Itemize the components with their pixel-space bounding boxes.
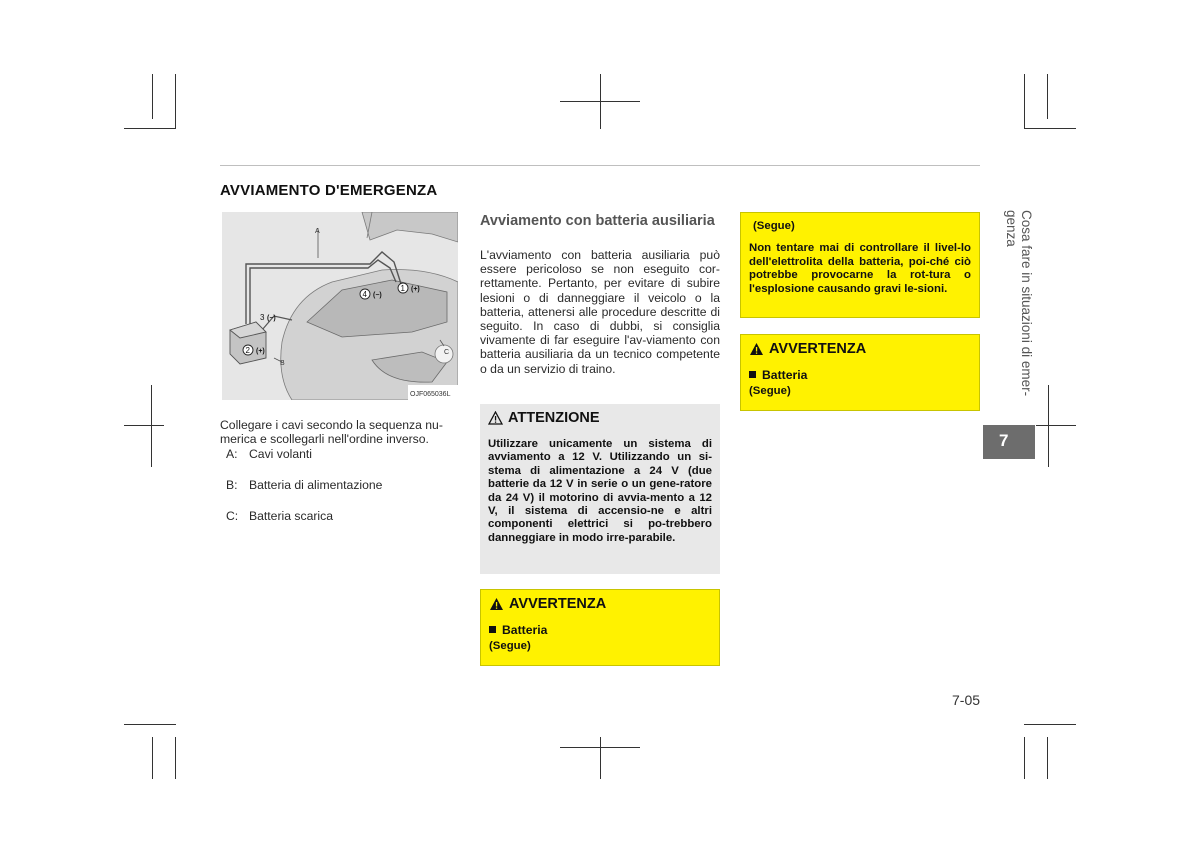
warning-title: AVVERTENZA bbox=[509, 596, 607, 612]
crop-mark bbox=[1024, 128, 1076, 129]
warning-title: AVVERTENZA bbox=[769, 341, 867, 357]
warning-box bbox=[740, 334, 980, 411]
continued-box bbox=[740, 212, 980, 318]
figure-number-1: 1 bbox=[400, 284, 405, 293]
jump-start-figure bbox=[222, 212, 458, 400]
legend-item bbox=[226, 509, 333, 523]
figure-number-2: 2 bbox=[245, 346, 250, 355]
header-rule bbox=[220, 165, 980, 166]
figure-label-c: C bbox=[444, 349, 450, 356]
figure-sign-2: (+) bbox=[256, 348, 265, 355]
warning-item bbox=[749, 369, 971, 382]
warning-triangle-icon bbox=[489, 597, 504, 611]
crop-mark bbox=[600, 737, 601, 779]
chapter-number-badge bbox=[983, 425, 1035, 459]
continued-text: Non tentare mai di controllare il livel-lo dell'elettrolita della batteria, poi-ché ciò potrebbe provocarne la rot-tura o l'esplosione causando gravi le-sioni. bbox=[749, 242, 971, 295]
crop-mark bbox=[1047, 74, 1048, 119]
legend-item bbox=[226, 478, 382, 492]
chapter-number: 7 bbox=[999, 431, 1009, 450]
legend-text: Cavi volanti bbox=[249, 447, 312, 461]
figure-sign-1: (+) bbox=[411, 286, 420, 293]
figure-code: OJF065036L bbox=[410, 391, 451, 398]
crop-mark bbox=[124, 128, 176, 129]
legend-key: C: bbox=[226, 509, 239, 523]
warning-heading bbox=[489, 596, 711, 612]
legend-key: A: bbox=[226, 447, 238, 461]
warning-item bbox=[489, 624, 711, 637]
crop-mark bbox=[151, 385, 152, 467]
figure-number-4: 4 bbox=[362, 290, 367, 299]
crop-mark bbox=[1024, 737, 1025, 779]
warning-continued: (Segue) bbox=[749, 385, 791, 398]
crop-mark bbox=[1036, 425, 1076, 426]
legend-item bbox=[226, 447, 312, 461]
crop-mark bbox=[175, 74, 176, 129]
legend-text: Batteria di alimentazione bbox=[249, 478, 383, 492]
crop-mark bbox=[1047, 737, 1048, 779]
page-number: 7-05 bbox=[952, 692, 981, 708]
crop-mark bbox=[1048, 385, 1049, 467]
crop-mark bbox=[152, 74, 153, 119]
figure-number-3: 3 bbox=[260, 313, 265, 322]
attention-heading bbox=[488, 410, 712, 426]
body-text: L'avviamento con batteria ausiliaria può essere pericoloso se non eseguito cor-rettamente. Pertanto, per evitare di subire lesioni o di danneggiare il veicolo o la batteria, attenersi alle procedure descritte di seguito. In caso di dubbi, si consiglia vivamente di far eseguire l'av-viamento con batteria ausiliaria da un tecnico competente o da un servizio di traino. bbox=[480, 248, 720, 376]
figure-label-a: A bbox=[315, 228, 320, 235]
legend-key: B: bbox=[226, 478, 238, 492]
warning-item-label: Batteria bbox=[502, 623, 548, 637]
figure-caption: Collegare i cavi secondo la sequenza nu-merica e scollegarli nell'ordine inverso. bbox=[220, 418, 443, 447]
warning-box bbox=[480, 589, 720, 666]
chapter-side-tab: Cosa fare in situazioni di emer-genza bbox=[1004, 210, 1034, 397]
warning-item-label: Batteria bbox=[762, 368, 808, 382]
square-bullet-icon bbox=[489, 626, 496, 633]
section-title: AVVIAMENTO D'EMERGENZA bbox=[220, 182, 438, 199]
attention-text: Utilizzare unicamente un sistema di avviamento a 12 V. Utilizzando un si-stema di alimentazione a 24 V (due batterie da 12 V in serie o un gene-ratore da 24 V) il motorino di avvia-mento a 12 V, il sistema di accensio-ne e altri componenti elettrici si po-trebbero danneggiare in modo irre-parabile. bbox=[488, 438, 712, 544]
square-bullet-icon bbox=[749, 371, 756, 378]
crop-mark bbox=[124, 724, 176, 725]
figure-sign-4: (−) bbox=[373, 292, 382, 299]
crop-mark bbox=[152, 737, 153, 779]
continued-header: (Segue) bbox=[753, 220, 795, 232]
attention-title: ATTENZIONE bbox=[508, 410, 600, 426]
warning-triangle-icon bbox=[488, 411, 503, 425]
crop-mark bbox=[175, 737, 176, 779]
warning-continued: (Segue) bbox=[489, 640, 531, 653]
crop-mark bbox=[1024, 724, 1076, 725]
attention-box bbox=[480, 404, 720, 574]
crop-mark bbox=[600, 74, 601, 129]
legend-text: Batteria scarica bbox=[249, 509, 333, 523]
figure-sign-3: (−) bbox=[267, 315, 276, 322]
crop-mark bbox=[124, 425, 164, 426]
warning-heading bbox=[749, 341, 971, 357]
warning-triangle-icon bbox=[749, 342, 764, 356]
subsection-title: Avviamento con batteria ausiliaria bbox=[480, 213, 715, 229]
figure-label-b: B bbox=[280, 360, 285, 367]
crop-mark bbox=[1024, 74, 1025, 129]
